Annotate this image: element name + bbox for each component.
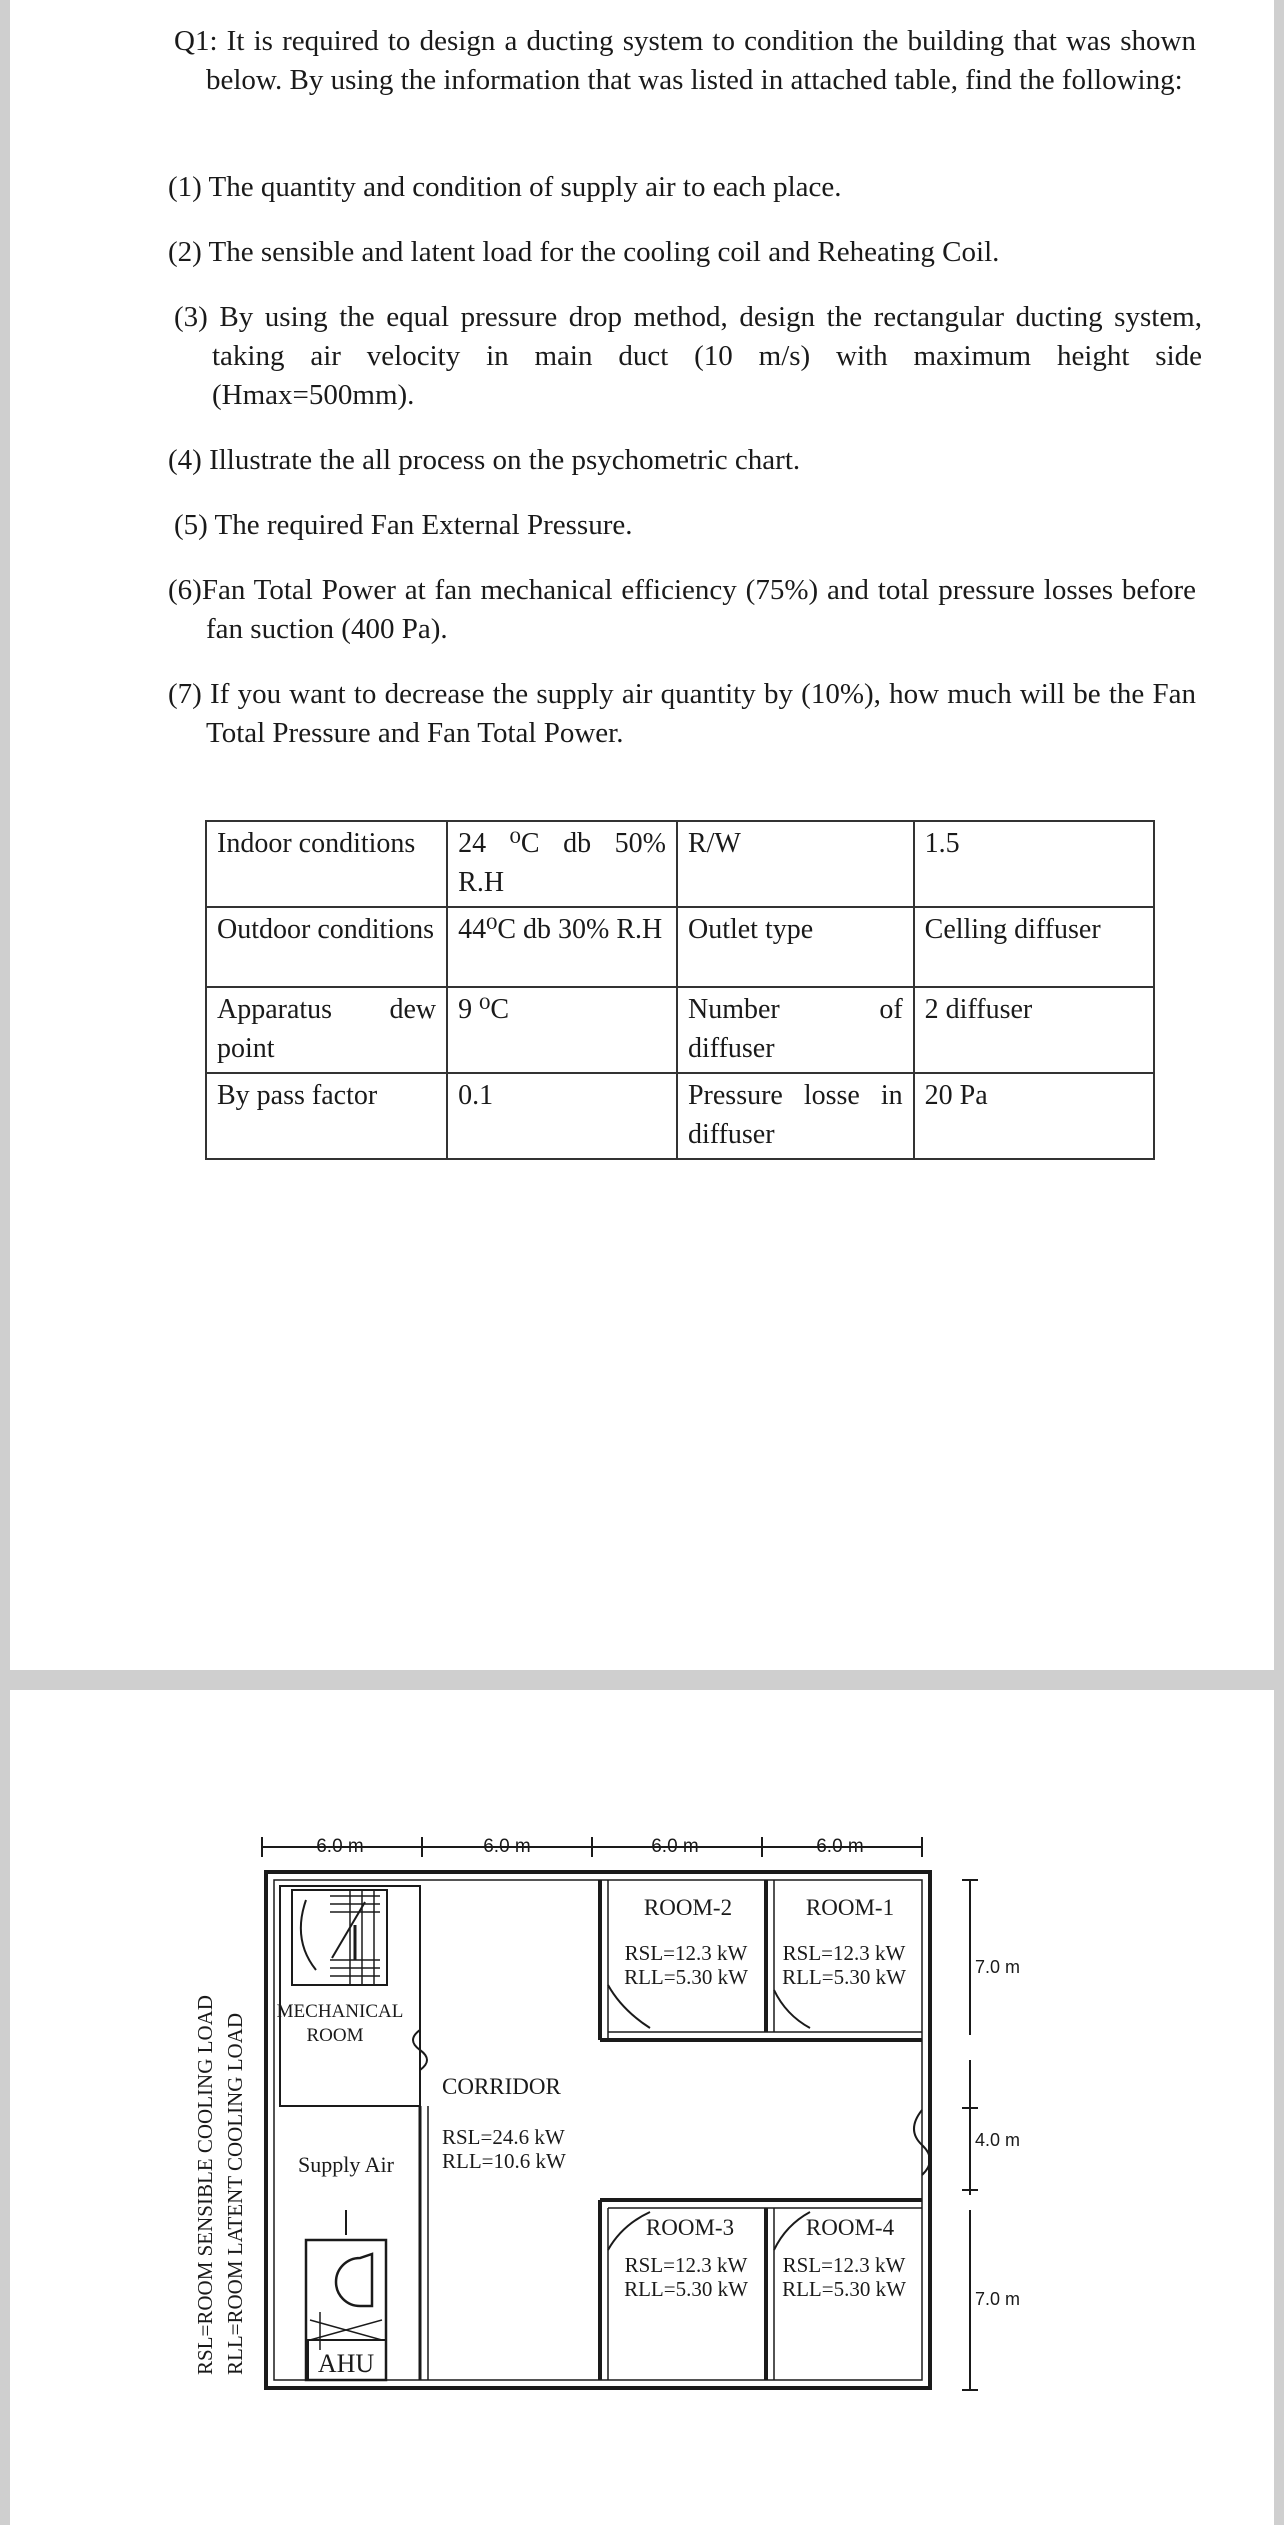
cell-text: Number of diffuser — [687, 994, 903, 1064]
room-1-rll: RLL=5.30 kW — [782, 1965, 906, 1989]
door-swing — [608, 1985, 650, 2028]
mechanical-room-label: ROOM — [306, 2025, 364, 2046]
cell-text: 24 ⁰C db 50% R.H — [458, 828, 666, 898]
room-3-label: ROOM-3 — [645, 2215, 735, 2240]
table-cell: Outlet type — [677, 907, 914, 987]
table-row — [206, 821, 1154, 907]
question-item-6: (6)Fan Total Power at fan mechanical efficiency (75%) and total pressure losses before fan suction (400 Pa). — [168, 574, 1196, 645]
table-cell: 1.5 — [914, 821, 1154, 907]
ahu-label: AHU — [317, 2349, 375, 2378]
corridor-label: CORRIDOR — [442, 2074, 561, 2099]
table-cell: R/W — [677, 821, 914, 907]
table-cell: By pass factor — [206, 1073, 447, 1159]
legend-rsl: RSL=ROOM SENSIBLE COOLING LOAD — [193, 1995, 217, 2375]
fan-icon — [336, 2254, 372, 2306]
table-cell: 44⁰C db 30% R.H — [447, 907, 677, 987]
supply-air-label: Supply Air — [298, 2152, 394, 2177]
table-cell: 2 diffuser — [914, 987, 1154, 1073]
question-item-3: (3) By using the equal pressure drop method, design the rectangular ducting system, taking air velocity in main duct (10 m/s) with maximum height side (Hmax=500mm). — [174, 301, 1202, 411]
question-item-7: (7) If you want to decrease the supply air quantity by (10%), how much will be the Fan Total Pressure and Fan Total Power. — [168, 678, 1196, 749]
question-intro: Q1: It is required to design a ducting system to condition the building that was shown below. By using the information that was listed in attached table, find the following: — [174, 25, 1196, 96]
room-3-rll: RLL=5.30 kW — [624, 2277, 748, 2301]
dim-label: 6.0 m — [651, 1836, 699, 1857]
cell-text: Pressure losse in diffuser — [687, 1080, 903, 1150]
table-cell: Celling diffuser — [914, 907, 1154, 987]
room-4-rll: RLL=5.30 kW — [782, 2277, 906, 2301]
room-1-rsl: RSL=12.3 kW — [782, 1941, 906, 1965]
question-page — [10, 0, 1274, 1670]
question-item-2: (2) The sensible and latent load for the cooling coil and Reheating Coil. — [168, 236, 1000, 268]
room-4-rsl: RSL=12.3 kW — [782, 2253, 906, 2277]
dim-label: 6.0 m — [816, 1836, 864, 1857]
corridor-rsl: RSL=24.6 kW — [442, 2125, 565, 2149]
room-2-rll: RLL=5.30 kW — [624, 1965, 748, 1989]
dim-label: 4.0 m — [975, 2130, 1021, 2150]
table-cell — [677, 987, 914, 1073]
dim-label: 7.0 m — [975, 2289, 1021, 2309]
table-cell — [677, 1073, 914, 1159]
table-row — [206, 987, 1154, 1073]
mechanical-room-label: MECHANICAL — [276, 2001, 404, 2022]
room-4-label: ROOM-4 — [805, 2215, 895, 2240]
door-swing — [608, 2212, 650, 2250]
room-3-rsl: RSL=12.3 kW — [624, 2253, 748, 2277]
table-cell — [447, 821, 677, 907]
table-cell: Outdoor conditions — [206, 907, 447, 987]
conditions-table — [205, 820, 1155, 1160]
stair-diagonal — [332, 1902, 365, 1958]
cell-text: Apparatus dew point — [217, 994, 437, 1064]
floor-plan-page — [10, 1690, 1274, 2525]
table-row — [206, 1073, 1154, 1159]
room-2-label: ROOM-2 — [643, 1895, 733, 1920]
question-item-5: (5) The required Fan External Pressure. — [174, 509, 633, 541]
corridor-rll: RLL=10.6 kW — [442, 2149, 566, 2173]
door-swing — [774, 1990, 810, 2028]
room-1-label: ROOM-1 — [805, 1895, 895, 1920]
room-2-rsl: RSL=12.3 kW — [624, 1941, 748, 1965]
question-item-4: (4) Illustrate the all process on the psychometric chart. — [168, 444, 801, 476]
table-cell: 0.1 — [447, 1073, 677, 1159]
door-swing — [774, 2212, 810, 2250]
question-item-1: (1) The quantity and condition of supply air to each place. — [168, 171, 842, 203]
table-cell: Indoor conditions — [206, 821, 447, 907]
floor-plan — [10, 1690, 1274, 2525]
table-cell: 20 Pa — [914, 1073, 1154, 1159]
stair-curve — [301, 1900, 316, 1970]
table-cell: 9 ⁰C — [447, 987, 677, 1073]
table-row — [206, 907, 1154, 987]
dim-label: 6.0 m — [483, 1836, 531, 1857]
legend-rll: RLL=ROOM LATENT COOLING LOAD — [223, 2012, 247, 2375]
dim-label: 7.0 m — [975, 1957, 1021, 1977]
dim-label: 6.0 m — [316, 1836, 364, 1857]
table-cell — [206, 987, 447, 1073]
